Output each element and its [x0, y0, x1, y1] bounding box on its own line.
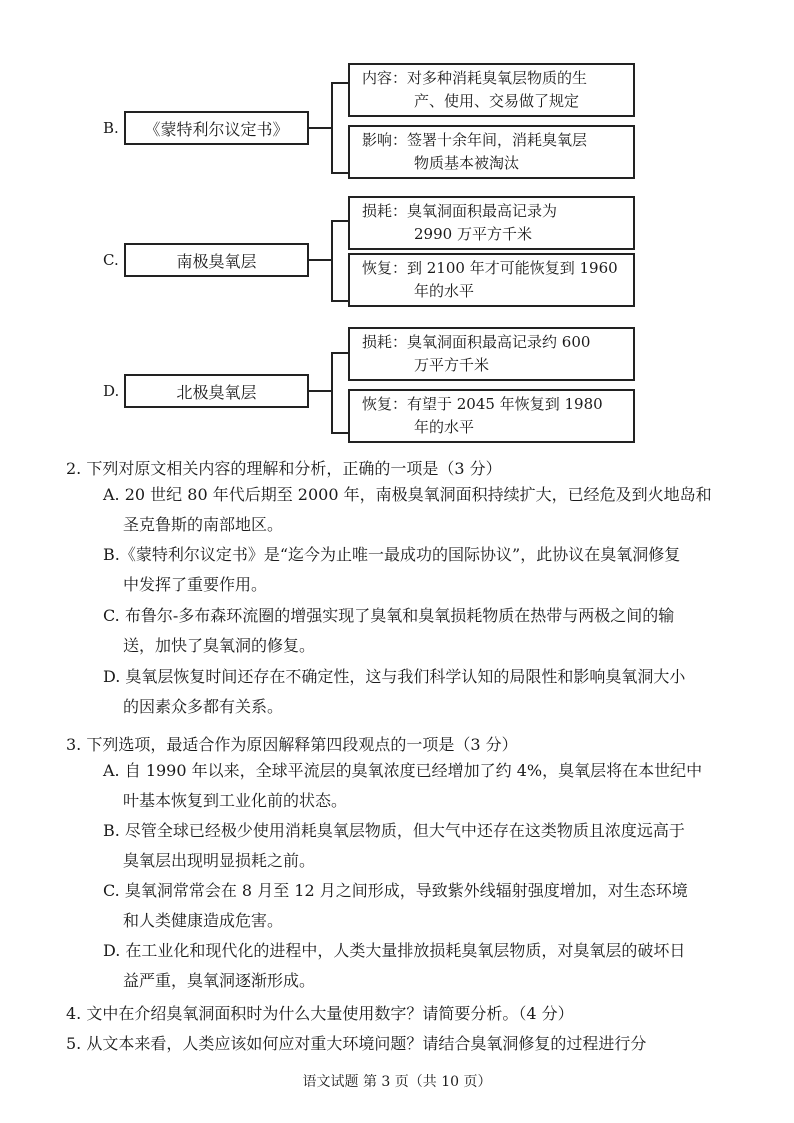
question-3-option-a: A. 自 1990 年以来，全球平流层的臭氧浓度已经增加了约 4%，臭氧层将在本世纪中 叶基本恢复到工业化前的状态。 — [103, 761, 703, 810]
connector-line — [331, 82, 348, 84]
main-box-montreal-protocol: 《蒙特利尔议定书》 — [124, 111, 309, 145]
question-2-stem: 2. 下列对原文相关内容的理解和分析，正确的一项是（3 分） — [66, 459, 502, 478]
question-5-stem: 5. 从文本来看，人类应该如何应对重大环境问题？请结合臭氧洞修复的过程进行分 — [66, 1034, 647, 1053]
question-3-option-c: C. 臭氧洞常常会在 8 月至 12 月之间形成，导致紫外线辐射强度增加，对生态环境 和人类健康造成危害。 — [103, 881, 688, 930]
sub-box-depletion: 损耗：臭氧洞面积最高记录为 2990 万平方千米 — [348, 196, 635, 250]
connector-line — [309, 390, 331, 392]
question-2-option-b: B.《蒙特利尔议定书》是“迄今为止唯一最成功的国际协议”，此协议在臭氧洞修复 中发挥了重要作用。 — [103, 545, 681, 594]
sub-box-recovery: 恢复：有望于 2045 年恢复到 1980 年的水平 — [348, 389, 635, 443]
question-2-option-d: D. 臭氧层恢复时间还存在不确定性，这与我们科学认知的局限性和影响臭氧洞大小 的因素众多都有关系。 — [103, 667, 686, 716]
question-4-stem: 4. 文中在介绍臭氧洞面积时为什么大量使用数字？请简要分析。（4 分） — [66, 1004, 574, 1023]
connector-line — [331, 172, 348, 174]
connector-line — [331, 300, 348, 302]
bracket-line — [331, 220, 333, 300]
option-letter-c: C. — [103, 251, 119, 269]
connector-line — [331, 220, 348, 222]
page-footer: 语文试题 第 3 页（共 10 页） — [302, 1074, 492, 1090]
connector-line — [331, 352, 348, 354]
connector-line — [309, 259, 331, 261]
connector-line — [331, 432, 348, 434]
main-box-antarctic-ozone: 南极臭氧层 — [124, 243, 309, 277]
option-letter-d: D. — [103, 382, 120, 400]
main-box-arctic-ozone: 北极臭氧层 — [124, 374, 309, 408]
bracket-line — [331, 82, 333, 172]
sub-box-depletion: 损耗：臭氧洞面积最高记录约 600 万平方千米 — [348, 327, 635, 381]
option-letter-b: B. — [103, 119, 119, 137]
question-3-stem: 3. 下列选项，最适合作为原因解释第四段观点的一项是（3 分） — [66, 735, 518, 754]
sub-box-content: 内容：对多种消耗臭氧层物质的生 产、使用、交易做了规定 — [348, 63, 635, 117]
sub-box-recovery: 恢复：到 2100 年才可能恢复到 1960 年的水平 — [348, 253, 635, 307]
question-3-option-b: B. 尽管全球已经极少使用消耗臭氧层物质，但大气中还存在这类物质且浓度远高于 臭氧层出现明显损耗之前。 — [103, 821, 685, 870]
bracket-line — [331, 352, 333, 432]
question-2-option-a: A. 20 世纪 80 年代后期至 2000 年，南极臭氧洞面积持续扩大，已经危及到火地岛和 圣克鲁斯的南部地区。 — [103, 485, 712, 534]
question-3-option-d: D. 在工业化和现代化的进程中，人类大量排放损耗臭氧层物质，对臭氧层的破坏日 益严重，臭氧洞逐渐形成。 — [103, 941, 686, 990]
sub-box-impact: 影响：签署十余年间，消耗臭氧层 物质基本被淘汰 — [348, 125, 635, 179]
connector-line — [309, 127, 331, 129]
question-2-option-c: C. 布鲁尔-多布森环流圈的增强实现了臭氧和臭氧损耗物质在热带与两极之间的输 送，加快了臭氧洞的修复。 — [103, 606, 675, 655]
